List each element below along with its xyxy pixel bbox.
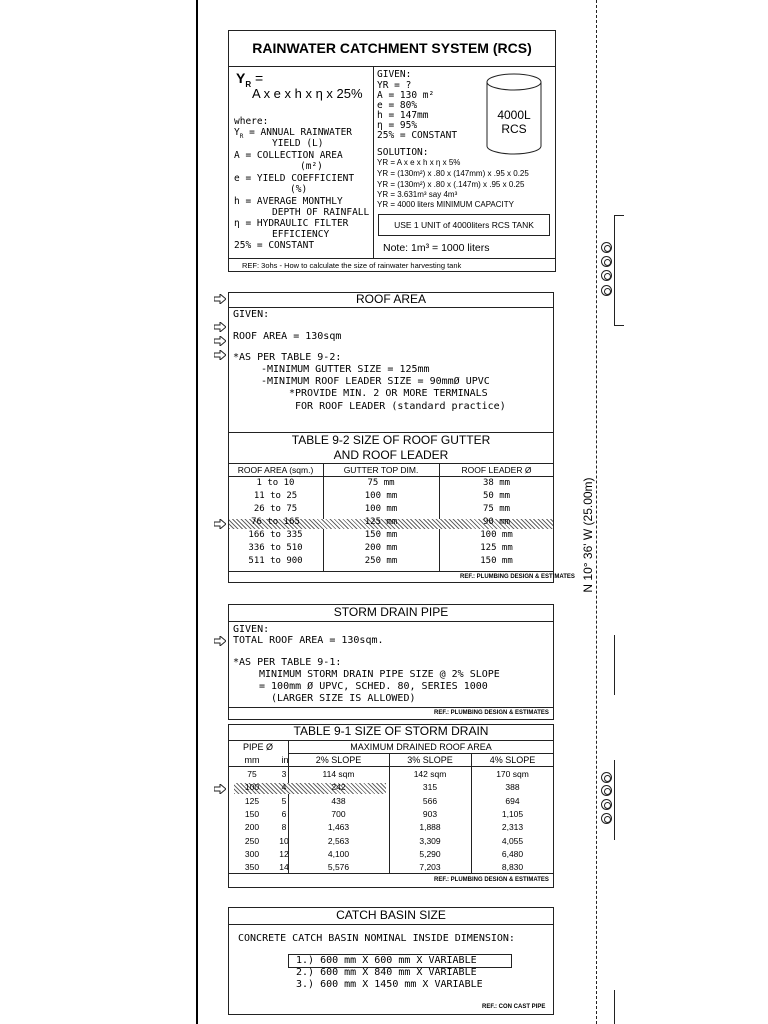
table91-cell: 242: [331, 782, 346, 793]
table91-ref: REF.: PLUMBING DESIGN & ESTIMATES: [434, 877, 549, 883]
def-line: (%): [290, 184, 308, 195]
leader-arrow-icon: [214, 294, 226, 304]
table91-cell: 3: [281, 769, 287, 779]
def-yr: $Y_R$ = ANNUAL RAINWATER: [234, 127, 353, 140]
table92-cell: 100 mm: [480, 530, 513, 540]
catch-item: 2.) 600 mm X 840 mm X VARIABLE: [296, 967, 477, 978]
downspout-marker: [601, 799, 612, 810]
table92-cell: 150 mm: [364, 530, 398, 540]
table92-cell: 76 to 165: [251, 517, 300, 527]
property-line: [596, 0, 597, 1024]
table91-cell: 300: [244, 848, 260, 859]
table91-cell: 200: [244, 822, 260, 833]
catch-title: CATCH BASIN SIZE: [336, 908, 446, 922]
leader-arrow-icon: [214, 336, 226, 346]
roof-line: -MINIMUM GUTTER SIZE = 125mm: [261, 364, 430, 375]
pipe-header: PIPE Ø: [242, 742, 273, 752]
table91-cell: 5,290: [419, 848, 441, 859]
slope2-header: 2% SLOPE: [315, 755, 362, 765]
leader-arrow-icon: [214, 350, 226, 360]
formula-lhs: $Y_R$ =: [236, 70, 264, 89]
catch-intro: CONCRETE CATCH BASIN NOMINAL INSIDE DIMENSION:: [238, 933, 515, 944]
storm-line: TOTAL ROOF AREA = 130sqm.: [233, 635, 384, 646]
table92-cell: 26 to 75: [253, 504, 298, 514]
downspout-marker: [601, 285, 612, 296]
roof-ref: REF.: PLUMBING DESIGN & ESTIMATES: [460, 574, 575, 580]
table91-cell: 2,313: [501, 822, 524, 833]
given-line: A = 130 m²: [377, 90, 435, 101]
downspout-marker: [601, 242, 612, 253]
table91-cell: 150: [244, 808, 260, 819]
tank-label: RCS: [501, 122, 527, 136]
table91-cell: 694: [505, 795, 520, 806]
table91-cell: 315: [422, 782, 438, 793]
leader-arrow-icon: [214, 784, 226, 794]
storm-line: = 100mm Ø UPVC, SCHED. 80, SERIES 1000: [259, 681, 488, 692]
catch-item: 3.) 600 mm X 1450 mm X VARIABLE: [296, 979, 483, 990]
divider: [228, 924, 554, 925]
divider: [228, 476, 554, 477]
table91-cell: 14: [279, 862, 289, 873]
divider: [228, 740, 554, 741]
table91-cell: 125: [244, 795, 260, 806]
table91-cell: 10: [279, 835, 289, 846]
def-line: EFFICIENCY: [272, 229, 330, 240]
storm-line: *AS PER TABLE 9-1:: [233, 657, 342, 668]
in-header: in: [281, 755, 289, 765]
def-line: DEPTH OF RAINFALL: [272, 207, 370, 218]
solution-line: YR = (130m²) x .80 x (.147m) x .95 x 0.25: [377, 180, 525, 189]
table92-cell: 100 mm: [364, 491, 398, 501]
table92-cell: 511 to 900: [248, 556, 303, 566]
rcs-ref: REF: 3ohs - How to calculate the size of rainwater harvesting tank: [242, 261, 462, 270]
divider: [228, 66, 556, 67]
downspout-marker: [601, 270, 612, 281]
storm-ref: REF.: PLUMBING DESIGN & ESTIMATES: [434, 710, 549, 716]
property-line-right: [614, 215, 624, 216]
table92-cell: 1 to 10: [256, 478, 295, 488]
storm-title: STORM DRAIN PIPE: [333, 605, 449, 619]
storm-line: MINIMUM STORM DRAIN PIPE SIZE @ 2% SLOPE: [259, 669, 500, 680]
table91-cell: 4,100: [327, 848, 350, 859]
def-line: YIELD (L): [272, 138, 324, 149]
def-line: (m²): [300, 161, 323, 172]
property-line-right: [614, 325, 624, 326]
table92-cell: 75 mm: [482, 504, 511, 514]
roof-line: FOR ROOF LEADER (standard practice): [295, 401, 506, 412]
roof-given: GIVEN:: [233, 309, 270, 320]
divider: [228, 463, 554, 464]
table91-cell: 350: [244, 862, 260, 873]
table92-cell: 38 mm: [482, 478, 511, 488]
formula: A x e x h x η x 25%: [252, 86, 363, 101]
table91-cell: 250: [244, 835, 260, 846]
solution-line: YR = A x e x h x η x 5%: [377, 158, 461, 167]
table92-cell: 125 mm: [364, 517, 398, 527]
storm-given: GIVEN:: [233, 624, 270, 635]
rcs-title: RAINWATER CATCHMENT SYSTEM (RCS): [252, 40, 532, 56]
max-header: MAXIMUM DRAINED ROOF AREA: [350, 742, 492, 752]
bearing-label: N 10° 36' W (25.00m): [581, 477, 595, 593]
given-label: GIVEN:: [377, 69, 412, 80]
slope4-header: 4% SLOPE: [489, 755, 536, 765]
table92-header: GUTTER TOP DIM.: [343, 465, 419, 475]
given-line: e = 80%: [377, 100, 418, 111]
downspout-marker: [601, 772, 612, 783]
table91-cell: 12: [279, 848, 289, 859]
table92-cell: 75 mm: [367, 478, 395, 488]
solution-line: YR = 3.631m³ say 4m³: [377, 190, 458, 199]
table91-cell: 8,830: [501, 862, 524, 873]
mm-header: mm: [244, 755, 260, 765]
table91-cell: 388: [505, 782, 520, 793]
table92-cell: 336 to 510: [248, 543, 303, 553]
def-line: η = HYDRAULIC FILTER: [234, 218, 349, 229]
given-line: YR = ?: [377, 80, 412, 91]
def-line: 25% = CONSTANT: [234, 240, 315, 251]
leader-arrow-icon: [214, 519, 226, 529]
table91-cell: 5: [281, 795, 287, 806]
table92-cell: 200 mm: [364, 543, 398, 553]
given-line: h = 147mm: [377, 110, 429, 121]
divider: [228, 621, 554, 622]
catch-item: 1.) 600 mm X 600 mm X VARIABLE: [296, 955, 477, 966]
table91-cell: 114 sqm: [322, 769, 355, 779]
divider: [228, 707, 554, 708]
divider: [373, 66, 374, 258]
divider: [288, 753, 554, 754]
tank-label: 4000L: [497, 108, 531, 122]
table91-title: TABLE 9-1 SIZE OF STORM DRAIN: [293, 724, 489, 738]
leader-arrow-icon: [214, 322, 226, 332]
where-label: where:: [234, 116, 269, 127]
catch-ref: REF.: CON CAST PIPE: [482, 1004, 546, 1010]
def-line: e = YIELD COEFFICIENT: [234, 173, 355, 184]
divider: [228, 258, 556, 259]
table92-cell: 150 mm: [480, 556, 513, 566]
conversion-note: Note: 1m³ = 1000 liters: [383, 242, 490, 254]
roof-line: -MINIMUM ROOF LEADER SIZE = 90mmØ UPVC: [261, 376, 490, 387]
roof-line: *PROVIDE MIN. 2 OR MORE TERMINALS: [289, 388, 488, 399]
table91-cell: 142 sqm: [413, 769, 447, 779]
table91-cell: 700: [331, 808, 346, 819]
table91-cell: 6,480: [501, 848, 524, 859]
table91-cell: 170 sqm: [496, 769, 529, 779]
solution-label: SOLUTION:: [377, 147, 429, 158]
table92-cell: 11 to 25: [253, 491, 298, 501]
def-line: A = COLLECTION AREA: [234, 150, 343, 161]
leader-arrow-icon: [214, 636, 226, 646]
table92-cell: 250 mm: [364, 556, 398, 566]
downspout-marker: [601, 256, 612, 267]
table92-title: TABLE 9-2 SIZE OF ROOF GUTTER: [291, 433, 491, 447]
roof-line: ROOF AREA = 130sqm: [233, 331, 342, 342]
downspout-marker: [601, 785, 612, 796]
table91-cell: 438: [331, 795, 346, 806]
table91-cell: 1,105: [501, 808, 524, 819]
given-line: η = 95%: [377, 120, 418, 131]
divider: [228, 766, 554, 767]
property-line-right: [614, 635, 615, 695]
table91-cell: 1,463: [327, 822, 350, 833]
table91-cell: 2,563: [327, 835, 350, 846]
table91-cell: 4: [281, 782, 287, 793]
roof-title: ROOF AREA: [355, 292, 426, 306]
sheet-border: [196, 0, 198, 1024]
table91-cell: 903: [422, 808, 438, 819]
solution-line: YR = 4000 liters MINIMUM CAPACITY: [377, 200, 514, 209]
divider: [228, 307, 554, 308]
use-note: USE 1 UNIT of 4000liters RCS TANK: [394, 220, 534, 230]
table91-cell: 75: [247, 769, 257, 779]
property-line-right: [614, 760, 615, 840]
divider: [228, 873, 554, 874]
divider: [228, 571, 554, 572]
table91-cell: 100: [244, 782, 260, 793]
table91-cell: 1,888: [419, 822, 441, 833]
def-line: h = AVERAGE MONTHLY: [234, 196, 343, 207]
roof-line: *AS PER TABLE 9-2:: [233, 352, 342, 363]
table92-cell: 100 mm: [364, 504, 398, 514]
table92-cell: 166 to 335: [248, 530, 303, 540]
table92-title: AND ROOF LEADER: [333, 448, 449, 462]
table91-cell: 6: [281, 808, 287, 819]
property-line-right: [614, 990, 615, 1024]
storm-line: (LARGER SIZE IS ALLOWED): [271, 693, 416, 704]
table91-cell: 566: [422, 795, 438, 806]
table91-cell: 4,055: [501, 835, 524, 846]
solution-line: YR = (130m²) x .80 x (147mm) x .95 x 0.25: [377, 169, 529, 178]
property-line-right: [614, 215, 615, 325]
table92-header: ROOF LEADER Ø: [461, 465, 532, 475]
table91-cell: 3,309: [419, 835, 441, 846]
table91-cell: 7,203: [419, 862, 441, 873]
slope3-header: 3% SLOPE: [407, 755, 453, 765]
table91-cell: 8: [281, 822, 287, 833]
given-line: 25% = CONSTANT: [377, 130, 458, 141]
table92-header: ROOF AREA (sqm.): [237, 465, 314, 475]
table92-cell: 125 mm: [480, 543, 513, 553]
downspout-marker: [601, 813, 612, 824]
table92-cell: 50 mm: [482, 491, 511, 501]
table92-cell: 90 mm: [482, 517, 511, 527]
table91-cell: 5,576: [327, 862, 350, 873]
